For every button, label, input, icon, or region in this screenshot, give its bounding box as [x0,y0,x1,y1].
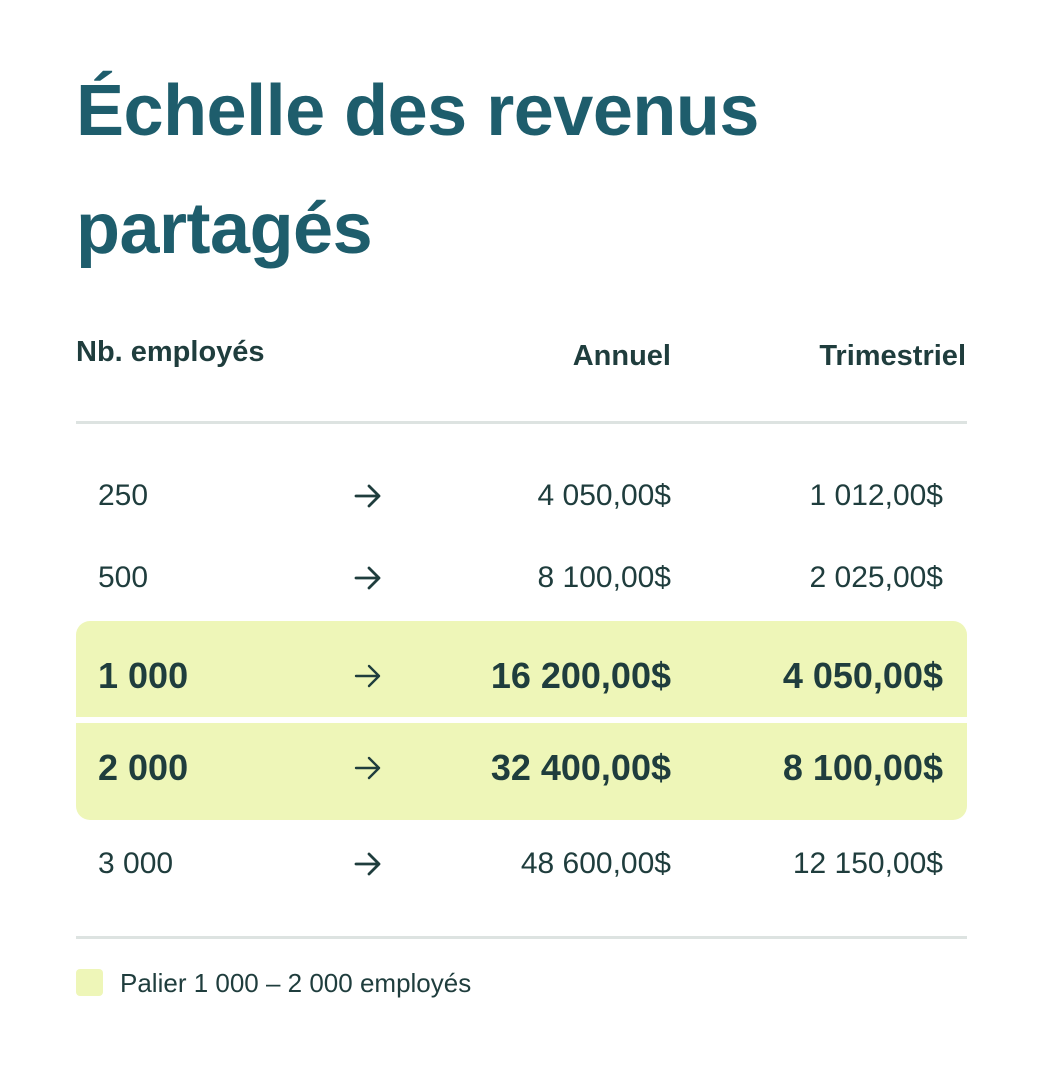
cell-quarterly: 4 050,00$ [782,655,943,696]
arrow-right-icon [350,548,386,608]
column-header-quarterly: Trimestriel [819,340,966,372]
page-title: Échelle des revenus partagés [76,71,759,269]
cell-employees: 500 [98,561,149,594]
cell-quarterly: 12 150,00$ [792,847,943,880]
legend-swatch [76,969,103,996]
table-row [0,466,1043,526]
arrow-right-icon [350,646,386,706]
cell-annual: 8 100,00$ [537,561,671,594]
arrow-right-icon [350,466,386,526]
legend-label: Palier 1 000 – 2 000 employés [120,968,472,998]
arrow-right-icon [350,834,386,894]
cell-annual: 48 600,00$ [520,847,671,880]
header-divider [76,421,967,424]
highlight-gap [76,717,967,723]
cell-employees: 3 000 [98,847,174,880]
cell-quarterly: 2 025,00$ [809,561,943,594]
arrow-right-icon [350,738,386,798]
table-row [0,834,1043,894]
cell-employees: 1 000 [98,655,189,696]
table-row [0,738,1043,798]
column-header-annual: Annuel [572,340,671,372]
column-header-employees: Nb. employés [76,336,265,368]
cell-quarterly: 8 100,00$ [782,747,943,788]
table-row [0,548,1043,608]
cell-quarterly: 1 012,00$ [809,479,943,512]
table-row [0,646,1043,706]
cell-annual: 16 200,00$ [490,655,671,696]
cell-annual: 4 050,00$ [537,479,671,512]
cell-employees: 2 000 [98,747,189,788]
cell-employees: 250 [98,479,149,512]
footer-divider [76,936,967,939]
cell-annual: 32 400,00$ [490,747,671,788]
